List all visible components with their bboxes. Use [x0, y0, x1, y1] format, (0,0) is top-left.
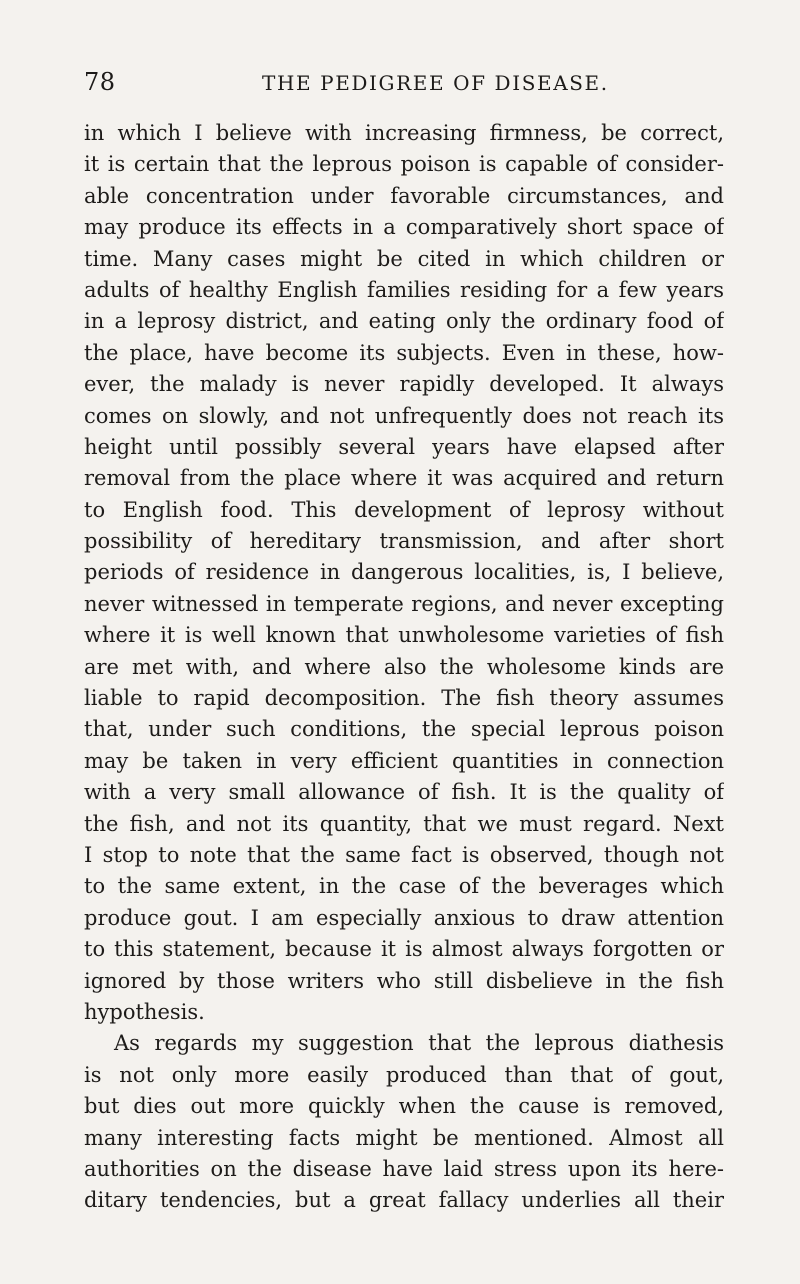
text-line: may be taken in very efficient quantities in connection	[84, 748, 724, 773]
text-line: possibility of hereditary transmission, and after short	[84, 529, 724, 554]
text-line: hypothesis.	[84, 999, 205, 1024]
text-line: ever, the malady is never rapidly developed. It always	[84, 372, 724, 397]
text-line: are met with, and where also the wholesome kinds are	[84, 654, 724, 679]
text-line: I stop to note that the same fact is observed, though not	[84, 842, 724, 867]
text-line: ditary tendencies, but a great fallacy underlies all their	[84, 1188, 724, 1213]
paragraph	[84, 118, 724, 1028]
text-line: the fish, and not its quantity, that we must regard. Next	[84, 811, 724, 836]
text-line: where it is well known that unwholesome varieties of fish	[84, 623, 724, 648]
text-line: the place, have become its subjects. Even in these, how-	[84, 340, 724, 365]
text-line: height until possibly several years have elapsed after	[84, 434, 724, 459]
page-number: 78	[84, 68, 116, 96]
text-line: with a very small allowance of fish. It is the quality of	[84, 780, 724, 805]
text-line: removal from the place where it was acquired and return	[84, 466, 724, 491]
text-line: in which I believe with increasing firmness, be correct,	[84, 121, 724, 145]
page-header	[84, 68, 724, 98]
text-line: liable to rapid decomposition. The fish theory assumes	[84, 686, 724, 711]
text-line: comes on slowly, and not unfrequently does not reach its	[84, 403, 724, 428]
text-line: to this statement, because it is almost always forgotten or	[84, 937, 724, 962]
body-text	[84, 118, 724, 1217]
text-line: to English food. This development of leprosy without	[84, 497, 724, 522]
text-line: to the same extent, in the case of the beverages which	[84, 874, 724, 899]
text-line: many interesting facts might be mentioned. Almost all	[84, 1125, 724, 1150]
paragraph	[84, 1028, 724, 1216]
text-line: may produce its effects in a comparatively short space of	[84, 215, 724, 240]
text-line: As regards my suggestion that the leprous diathesis	[114, 1031, 724, 1056]
text-line: time. Many cases might be cited in which children or	[84, 246, 724, 271]
text-line: produce gout. I am especially anxious to draw attention	[84, 905, 724, 930]
text-line: periods of residence in dangerous localities, is, I believe,	[84, 560, 724, 585]
text-line: adults of healthy English families residing for a few years	[84, 277, 724, 302]
text-line: it is certain that the leprous poison is capable of consider-	[84, 152, 724, 177]
text-line: authorities on the disease have laid stress upon its here-	[84, 1156, 724, 1181]
running-title: THE PEDIGREE OF DISEASE.	[262, 71, 609, 95]
text-line: is not only more easily produced than that of gout,	[84, 1062, 724, 1087]
text-line: in a leprosy district, and eating only the ordinary food of	[84, 309, 724, 334]
text-line: able concentration under favorable circumstances, and	[84, 183, 724, 208]
text-line: that, under such conditions, the special leprous poison	[84, 717, 724, 742]
text-line: ignored by those writers who still disbelieve in the fish	[84, 968, 724, 993]
text-line: but dies out more quickly when the cause is removed,	[84, 1094, 724, 1119]
text-line: never witnessed in temperate regions, and never excepting	[84, 591, 724, 616]
